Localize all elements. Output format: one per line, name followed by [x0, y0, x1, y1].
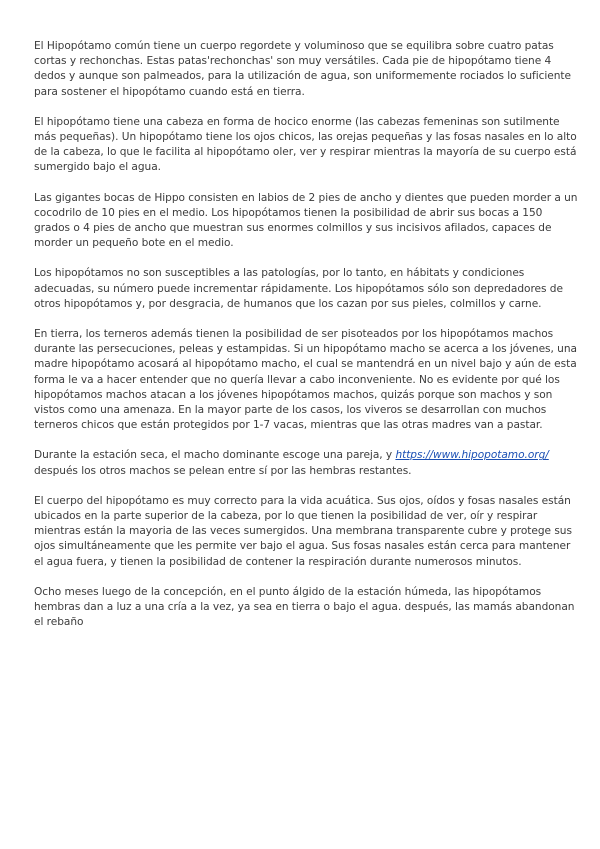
paragraph-dry-season	[34, 448, 580, 478]
paragraph-birth: Ocho meses luego de la concepción, en el punto álgido de la estación húmeda, las hipopótamos hembras dan a luz a una cría a la vez, ya sea en tierra o bajo el agua. después, las mamás abandonan el rebaño	[34, 585, 575, 629]
dry-season-text-after: después los otros machos se pelean entre sí por las hembras restantes.	[34, 464, 412, 477]
paragraph-calves: En tierra, los terneros además tienen la posibilidad de ser pisoteados por los hipopótamos machos durante las persecuciones, peleas y estampidas. Si un hipopótamo macho se acerca a los jóvenes, una madre hipopótamo acosará al hipopótamo macho, el cual se mantendrá en un nivel bajo y aún de esta forma le va a hacer entender que no quería llevar a cabo inconveniente. No es evidente por qué los hipopótamos machos atacan a los jóvenes hipopótamos machos, quizás porque son machos y son vistos como una amenaza. En la mayor parte de los casos, los viveros se desarrollan con muchos terneros chicos que están protegidos por 1-7 vacas, mientras que las otras madres van a pastar.	[34, 328, 577, 432]
paragraph-aquatic: El cuerpo del hipopótamo es muy correcto para la vida acuática. Sus ojos, oídos y fosas nasales están ubicados en la parte superior de la cabeza, por lo que tienen la posibilidad de ver, oír y respirar mientras están la mayoria de las veces sumergidos. Una membrana transparente cubre y protege sus ojos simultáneamente que les permite ver bajo el agua. Sus fosas nasales están cerca para mantener el agua fuera, y tienen la posibilidad de contener la respiración durante numerosos minutos.	[34, 494, 572, 568]
document-page	[34, 39, 580, 646]
paragraph-head: El hipopótamo tiene una cabeza en forma de hocico enorme (las cabezas femeninas son sutilmente más pequeñas). Un hipopótamo tiene los ojos chicos, las orejas pequeñas y las fosas nasales en lo alto de la cabeza, lo que le facilita al hipopótamo oler, ver y respirar mientras la mayoría de su cuerpo está sumergido bajo el agua.	[34, 115, 577, 174]
dry-season-text-before: Durante la estación seca, el macho dominante escoge una pareja, y	[34, 449, 396, 462]
paragraph-mouth: Las gigantes bocas de Hippo consisten en labios de 2 pies de ancho y dientes que pueden morder a un cocodrilo de 10 pies en el medio. Los hipopótamos tienen la posibilidad de abrir sus bocas a 150 grados o 4 pies de ancho que muestran sus enormes colmillos y sus incisivos afilados, capaces de morder un pequeño bote en el medio.	[34, 191, 578, 250]
paragraph-population: Los hipopótamos no son susceptibles a las patologías, por lo tanto, en hábitats y condiciones adecuadas, su número puede incrementar rápidamente. Los hipopótamos sólo son depredadores de otros hipopótamos y, por desgracia, de humanos que los cazan por sus pieles, colmillos y carne.	[34, 267, 563, 310]
hipopotamo-link[interactable]: https://www.hipopotamo.org/	[395, 449, 549, 462]
paragraph-body-shape: El Hipopótamo común tiene un cuerpo regordete y voluminoso que se equilibra sobre cuatro patas cortas y rechonchas. Estas patas'rechonchas' son muy versátiles. Cada pie de hipopótamo tiene 4 dedos y aunque son palmeados, para la utilización de agua, son uniformemente rociados lo suficiente para sostener el hipopótamo cuando está en tierra.	[34, 40, 571, 98]
